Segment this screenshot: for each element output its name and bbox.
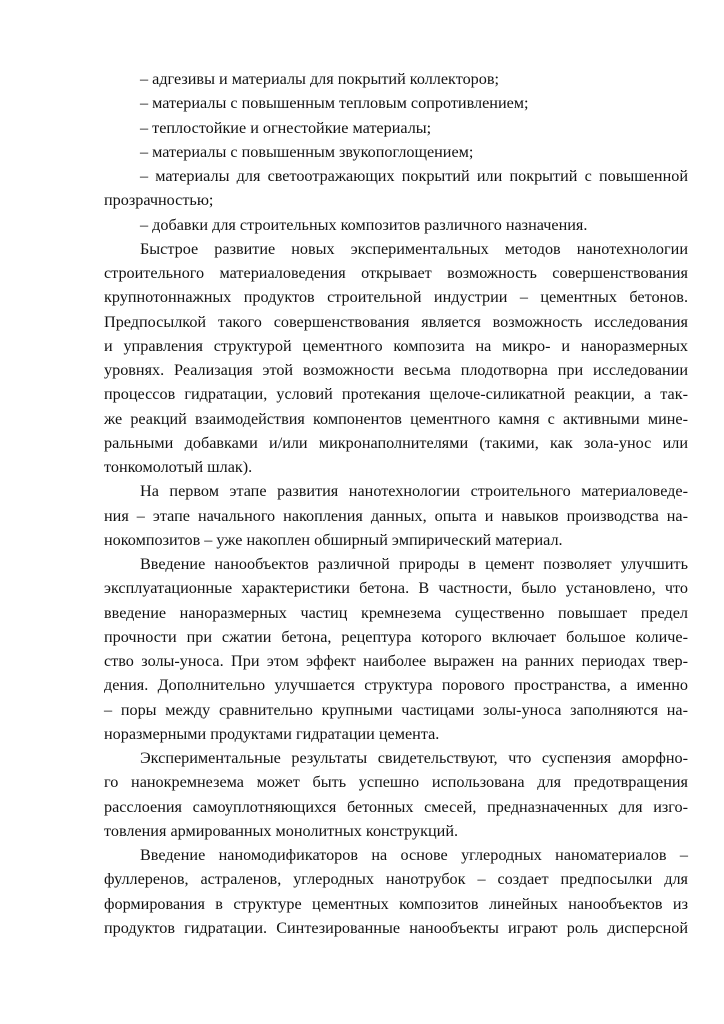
text-line: товления армированных монолитных конструкций. <box>104 821 459 840</box>
text-line: – поры между сравнительно крупными частицами золы-уноса заполняются на- <box>104 700 688 719</box>
paragraph <box>104 843 688 940</box>
text-line: Введение наномодификаторов на основе углеродных наноматериалов – <box>140 846 688 864</box>
text-line: дения. Дополнительно улучшается структура порового пространства, а именно <box>104 676 688 695</box>
text-line: расслоения самоуплотняющихся бетонных смесей, предназначенных для изго- <box>104 797 688 816</box>
paragraph <box>104 552 688 746</box>
text-line: формирования в структуре цементных композитов линейных нанообъектов из <box>104 894 688 913</box>
text-line: прозрачностью; <box>104 191 214 210</box>
text-line: ния – этапе начального накопления данных, опыта и навыков производства на- <box>104 506 688 525</box>
text-line: – материалы с повышенным тепловым сопротивлением; <box>140 94 529 113</box>
text-line: ральными добавками и/или микронаполнителями (такими, как зола-унос или <box>104 433 688 452</box>
text-line: тонкомолотый шлак). <box>104 458 253 476</box>
paragraph <box>104 91 688 115</box>
text-line: процессов гидратации, условий протекания щелоче-силикатной реакции, а так- <box>104 385 688 404</box>
text-line: – материалы для светоотражающих покрытий или покрытий с повышенной <box>140 167 688 185</box>
text-line: – материалы с повышенным звукопоглощением; <box>140 142 474 161</box>
text-line: нокомпозитов – уже накоплен обширный эмпирический материал. <box>104 530 563 549</box>
paragraph <box>104 237 688 480</box>
text-line: – адгезивы и материалы для покрытий коллекторов; <box>140 70 499 88</box>
text-line: продуктов гидратации. Синтезированные нанообъекты играют роль дисперсной <box>104 918 688 937</box>
paragraph <box>104 746 688 843</box>
paragraph <box>104 479 688 552</box>
paragraph <box>104 164 688 213</box>
text-line: прочности при сжатии бетона, рецептура которого включает большое количе- <box>104 627 688 646</box>
text-line: крупнотоннажных продуктов строительной индустрии – цементных бетонов. <box>104 288 688 307</box>
text-line: Введение нанообъектов различной природы в цемент позволяет улучшить <box>140 555 688 573</box>
text-line: норазмерными продуктами гидратации цемента. <box>104 724 440 743</box>
paragraph <box>104 140 688 164</box>
text-line: Предпосылкой такого совершенствования является возможность исследования <box>104 312 688 331</box>
document-page <box>104 67 688 940</box>
text-line: – добавки для строительных композитов различного назначения. <box>140 215 588 234</box>
text-line: уровнях. Реализация этой возможности весьма плодотворна при исследовании <box>104 361 688 379</box>
text-line: Быстрое развитие новых экспериментальных методов нанотехнологии <box>140 239 688 258</box>
text-line: го нанокремнезема может быть успешно использована для предотвращения <box>104 773 688 792</box>
text-line: фуллеренов, астраленов, углеродных нанотрубок – создает предпосылки для <box>104 870 688 889</box>
text-line: эксплуатационные характеристики бетона. В частности, было установлено, что <box>104 579 688 598</box>
text-line: – теплостойкие и огнестойкие материалы; <box>140 118 432 137</box>
paragraph <box>104 116 688 140</box>
text-line: На первом этапе развития нанотехнологии строительного материаловеде- <box>140 482 688 501</box>
text-line: же реакций взаимодействия компонентов цементного камня с активными мине- <box>104 409 688 428</box>
paragraph <box>104 67 688 91</box>
text-line: строительного материаловедения открывает возможность совершенствования <box>104 264 688 282</box>
text-line: и управления структурой цементного композита на микро- и наноразмерных <box>104 336 688 355</box>
text-line: ство золы-уноса. При этом эффект наиболее выражен на ранних периодах твер- <box>104 652 688 670</box>
text-line: введение наноразмерных частиц кремнезема существенно повышает предел <box>104 603 688 622</box>
paragraph <box>104 213 688 237</box>
text-line: Экспериментальные результаты свидетельствуют, что суспензия аморфно- <box>140 749 688 767</box>
